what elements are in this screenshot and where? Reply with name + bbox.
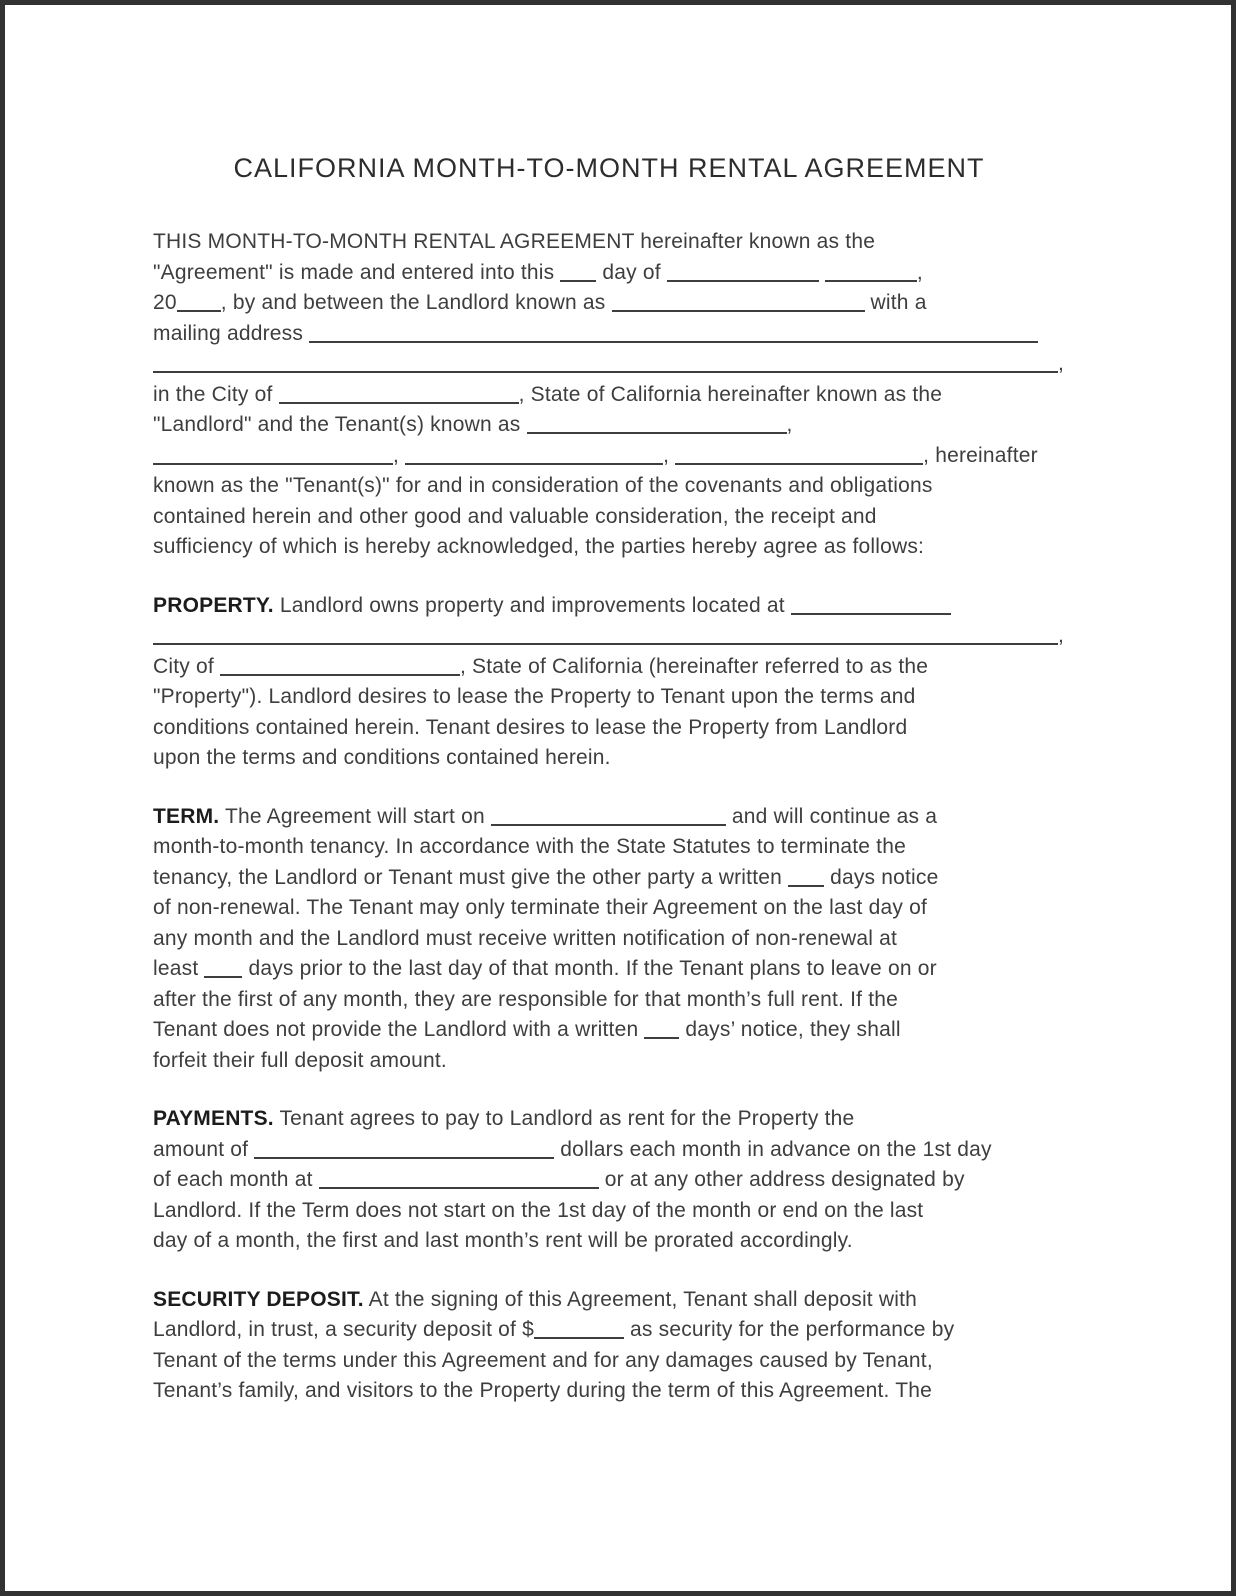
text-line (153, 954, 1065, 985)
term-paragraph (153, 802, 1065, 1077)
text-run: "Property"). Landlord desires to lease the Property to Tenant upon the terms and (153, 685, 916, 708)
text-run: known as the "Tenant(s)" for and in consideration of the covenants and obligations (153, 474, 933, 497)
text-run: , (663, 443, 676, 467)
text-line (153, 985, 1065, 1016)
text-line (153, 682, 1065, 713)
intro-paragraph (153, 227, 1065, 563)
document-body (153, 227, 1065, 1407)
section-heading: SECURITY DEPOSIT. (153, 1287, 364, 1311)
blank-fill-line (491, 821, 726, 826)
text-run: At the signing of this Agreement, Tenant shall deposit with (363, 1287, 918, 1311)
blank-fill-line (675, 460, 923, 465)
text-run: or at any other address designated by (598, 1168, 965, 1191)
text-run: as security for the performance by (623, 1318, 955, 1341)
blank-fill-line (220, 671, 460, 676)
text-run: day of a month, the first and last month’s rent will be prorated accordingly. (153, 1229, 853, 1252)
text-line (153, 1196, 1065, 1227)
text-line (153, 591, 1065, 622)
blank-fill-line (405, 460, 663, 465)
security-deposit-paragraph (153, 1285, 1065, 1407)
text-run: mailing address (153, 321, 310, 345)
text-line (153, 1226, 1065, 1257)
text-run: sufficiency of which is hereby acknowledged, the parties hereby agree as follows: (153, 535, 925, 558)
text-line (153, 258, 1065, 289)
text-line (153, 532, 1065, 563)
blank-fill-line (534, 1334, 624, 1339)
text-run: days prior to the last day of that month. If the Tenant plans to leave on or (242, 957, 937, 980)
text-run: dollars each month in advance on the 1st day (554, 1137, 992, 1161)
text-line (153, 1285, 1065, 1316)
text-line (153, 802, 1065, 833)
text-run: , (1058, 352, 1065, 375)
text-run: of non-renewal. The Tenant may only terminate their Agreement on the last day of (153, 896, 927, 919)
text-run: , by and between the Landlord known as (220, 291, 612, 314)
text-run: , (786, 413, 793, 436)
text-line (153, 863, 1065, 894)
section-heading: TERM. (153, 804, 220, 828)
blank-fill-line (204, 973, 242, 978)
blank-fill-line (153, 368, 1058, 373)
text-run: 20 (153, 291, 177, 314)
text-run: Tenant of the terms under this Agreement and for any damages caused by Tenant, (153, 1348, 933, 1372)
text-run: conditions contained herein. Tenant desires to lease the Property from Landlord (153, 715, 908, 739)
blank-fill-line (309, 338, 1038, 343)
blank-fill-line (560, 277, 596, 282)
text-line (153, 380, 1065, 411)
text-run: with a (864, 291, 927, 314)
text-run: amount of (153, 1137, 255, 1161)
blank-fill-line (153, 640, 1058, 645)
blank-fill-line (254, 1154, 554, 1159)
text-line (153, 1104, 1065, 1135)
blank-fill-line (279, 399, 519, 404)
section-heading: PAYMENTS. (153, 1107, 274, 1130)
blank-fill-line (153, 460, 393, 465)
text-run: THIS MONTH-TO-MONTH RENTAL AGREEMENT hereinafter known as the (153, 230, 876, 253)
text-line (153, 1346, 1065, 1377)
text-run: , (1058, 624, 1065, 647)
text-run: Tenant does not provide the Landlord with a written (153, 1018, 645, 1041)
text-run: The Agreement will start on (219, 804, 491, 828)
blank-fill-line (791, 610, 951, 615)
text-run: any month and the Landlord must receive written notification of non-renewal at (153, 926, 898, 950)
text-run: forfeit their full deposit amount. (153, 1048, 447, 1072)
text-line (153, 1015, 1065, 1046)
text-run: in the City of (153, 382, 279, 406)
text-run: Tenant’s family, and visitors to the Property during the term of this Agreement. The (153, 1379, 933, 1402)
text-run: after the first of any month, they are responsible for that month’s full rent. If the (153, 987, 898, 1011)
payments-paragraph (153, 1104, 1065, 1257)
text-line (153, 410, 1065, 441)
blank-fill-line (825, 277, 917, 282)
text-run: Tenant agrees to pay to Landlord as rent for the Property the (273, 1107, 855, 1130)
text-line (153, 227, 1065, 258)
text-run: days notice (824, 865, 939, 889)
text-line (153, 441, 1065, 472)
blank-fill-line (527, 429, 787, 434)
text-run: contained herein and other good and valuable consideration, the receipt and (153, 504, 877, 528)
property-paragraph (153, 591, 1065, 774)
text-run: , (393, 443, 406, 467)
text-line (153, 1315, 1065, 1346)
text-run: days’ notice, they shall (679, 1018, 901, 1041)
text-run: month-to-month tenancy. In accordance with the State Statutes to terminate the (153, 835, 906, 858)
text-run: , hereinafter (923, 443, 1038, 467)
text-line (153, 924, 1065, 955)
text-line (153, 652, 1065, 683)
text-line (153, 1165, 1065, 1196)
blank-fill-line (667, 277, 819, 282)
text-line (153, 288, 1065, 319)
text-run: "Landlord" and the Tenant(s) known as (153, 413, 527, 436)
text-run: Landlord owns property and improvements located at (273, 593, 791, 617)
text-line (153, 893, 1065, 924)
text-line (153, 471, 1065, 502)
text-run: and will continue as a (725, 804, 938, 828)
blank-fill-line (319, 1184, 599, 1189)
text-run: "Agreement" is made and entered into this (153, 260, 561, 284)
text-run: Landlord. If the Term does not start on the 1st day of the month or end on the last (153, 1198, 924, 1222)
section-heading: PROPERTY. (153, 593, 274, 617)
document-content (153, 151, 1065, 1407)
blank-fill-line (644, 1034, 679, 1039)
text-line (153, 349, 1065, 380)
blank-fill-line (788, 882, 824, 887)
text-run: , State of California (hereinafter referred to as the (459, 654, 929, 678)
text-run: Landlord, in trust, a security deposit of $ (153, 1318, 534, 1341)
text-line (153, 1376, 1065, 1407)
text-line (153, 319, 1065, 350)
text-run: City of (153, 654, 220, 678)
text-run: least (153, 957, 205, 980)
text-run: tenancy, the Landlord or Tenant must give the other party a written (153, 865, 789, 889)
text-line (153, 743, 1065, 774)
text-line (153, 832, 1065, 863)
text-line (153, 621, 1065, 652)
document-title: CALIFORNIA MONTH-TO-MONTH RENTAL AGREEMENT (233, 153, 985, 183)
text-run: of each month at (153, 1168, 319, 1191)
blank-fill-line (177, 307, 221, 312)
text-line (153, 1046, 1065, 1077)
text-line (153, 1135, 1065, 1166)
text-run: day of (596, 260, 667, 284)
text-run: , State of California hereinafter known as the (518, 382, 943, 406)
blank-fill-line (612, 307, 865, 312)
text-line (153, 713, 1065, 744)
text-line (153, 502, 1065, 533)
text-run: , (916, 260, 923, 284)
text-run: upon the terms and conditions contained herein. (153, 746, 611, 769)
